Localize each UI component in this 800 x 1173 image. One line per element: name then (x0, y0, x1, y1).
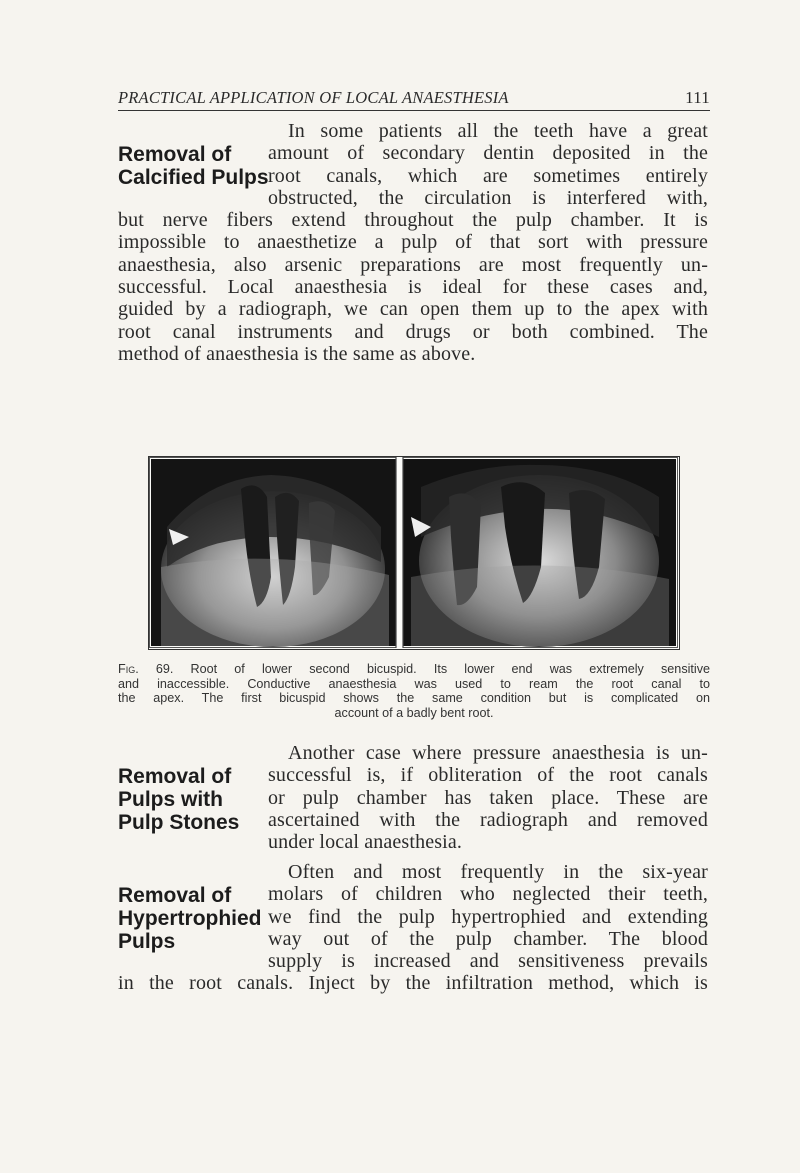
text-line: impossible to anaesthetize a pulp of that sort with pressure (118, 231, 708, 254)
text-line: or pulp chamber has taken place. These are (268, 786, 708, 809)
paragraph-calcified-pulps (118, 120, 708, 365)
sidenote-line: Hypertrophied (118, 907, 262, 930)
radiograph-figure (148, 456, 680, 650)
sidenote-line: Removal of (118, 143, 232, 166)
text-line: but nerve fibers extend throughout the pulp chamber. It is (118, 209, 708, 232)
text-line: under local anaesthesia. (268, 831, 463, 854)
text-line: root canal instruments and drugs or both combined. The (118, 320, 708, 343)
text-line: in the root canals. Inject by the infiltration method, which is (118, 972, 708, 995)
figure-caption (118, 662, 710, 720)
text-line: Another case where pressure anaesthesia is un- (288, 742, 708, 764)
paragraph-hypertrophied-pulps (118, 861, 708, 995)
sidenote-line: Pulps (118, 930, 176, 953)
radiograph-left (151, 459, 396, 647)
text-line: ascertained with the radiograph and removed (268, 808, 708, 831)
sidenote-line: Calcified Pulps (118, 166, 269, 189)
text-line: root canals, which are sometimes entirely (268, 164, 708, 187)
text-line: amount of secondary dentin deposited in the (268, 142, 708, 165)
text-line: method of anaesthesia is the same as above. (118, 342, 476, 365)
text-line: anaesthesia, also arsenic preparations are most frequently un- (118, 253, 708, 276)
text-line: Often and most frequently in the six-year (288, 861, 708, 883)
text-line: we find the pulp hypertrophied and extending (268, 905, 708, 928)
radiograph-right (403, 459, 676, 647)
sidenote-line: Removal of (118, 884, 232, 907)
caption-line (118, 662, 710, 677)
text-line: obstructed, the circulation is interfered with, (268, 186, 708, 209)
running-header (118, 88, 710, 111)
text-line: molars of children who neglected their teeth, (268, 883, 708, 906)
caption-line: and inaccessible. Conductive anaesthesia was used to ream the root canal to (118, 676, 710, 691)
text-line: In some patients all the teeth have a great (288, 120, 708, 142)
sidenote-line: Pulp Stones (118, 811, 240, 834)
caption-line: the apex. The first bicuspid shows the same condition but is complicated on (118, 691, 710, 706)
text-line: successful is, if obliteration of the root canals (268, 764, 708, 787)
caption-text: Root of lower second bicuspid. Its lower end was extremely sensitive (190, 662, 711, 676)
text-line: supply is increased and sensitiveness prevails (268, 950, 708, 973)
sidenote-line: Removal of (118, 765, 232, 788)
radiograph-images (149, 457, 678, 648)
text-line: successful. Local anaesthesia is ideal for these cases and, (118, 276, 708, 299)
running-title: PRACTICAL APPLICATION OF LOCAL ANAESTHESIA (118, 88, 509, 107)
text-line: guided by a radiograph, we can open them up to the apex with (118, 298, 708, 321)
page-number: 111 (685, 88, 710, 107)
figure-label: Fig. 69. (118, 662, 174, 676)
caption-line: account of a badly bent root. (334, 705, 494, 720)
sidenote-line: Pulps with (118, 788, 223, 811)
text-line: way out of the pulp chamber. The blood (268, 927, 708, 950)
paragraph-pulp-stones (118, 742, 708, 853)
